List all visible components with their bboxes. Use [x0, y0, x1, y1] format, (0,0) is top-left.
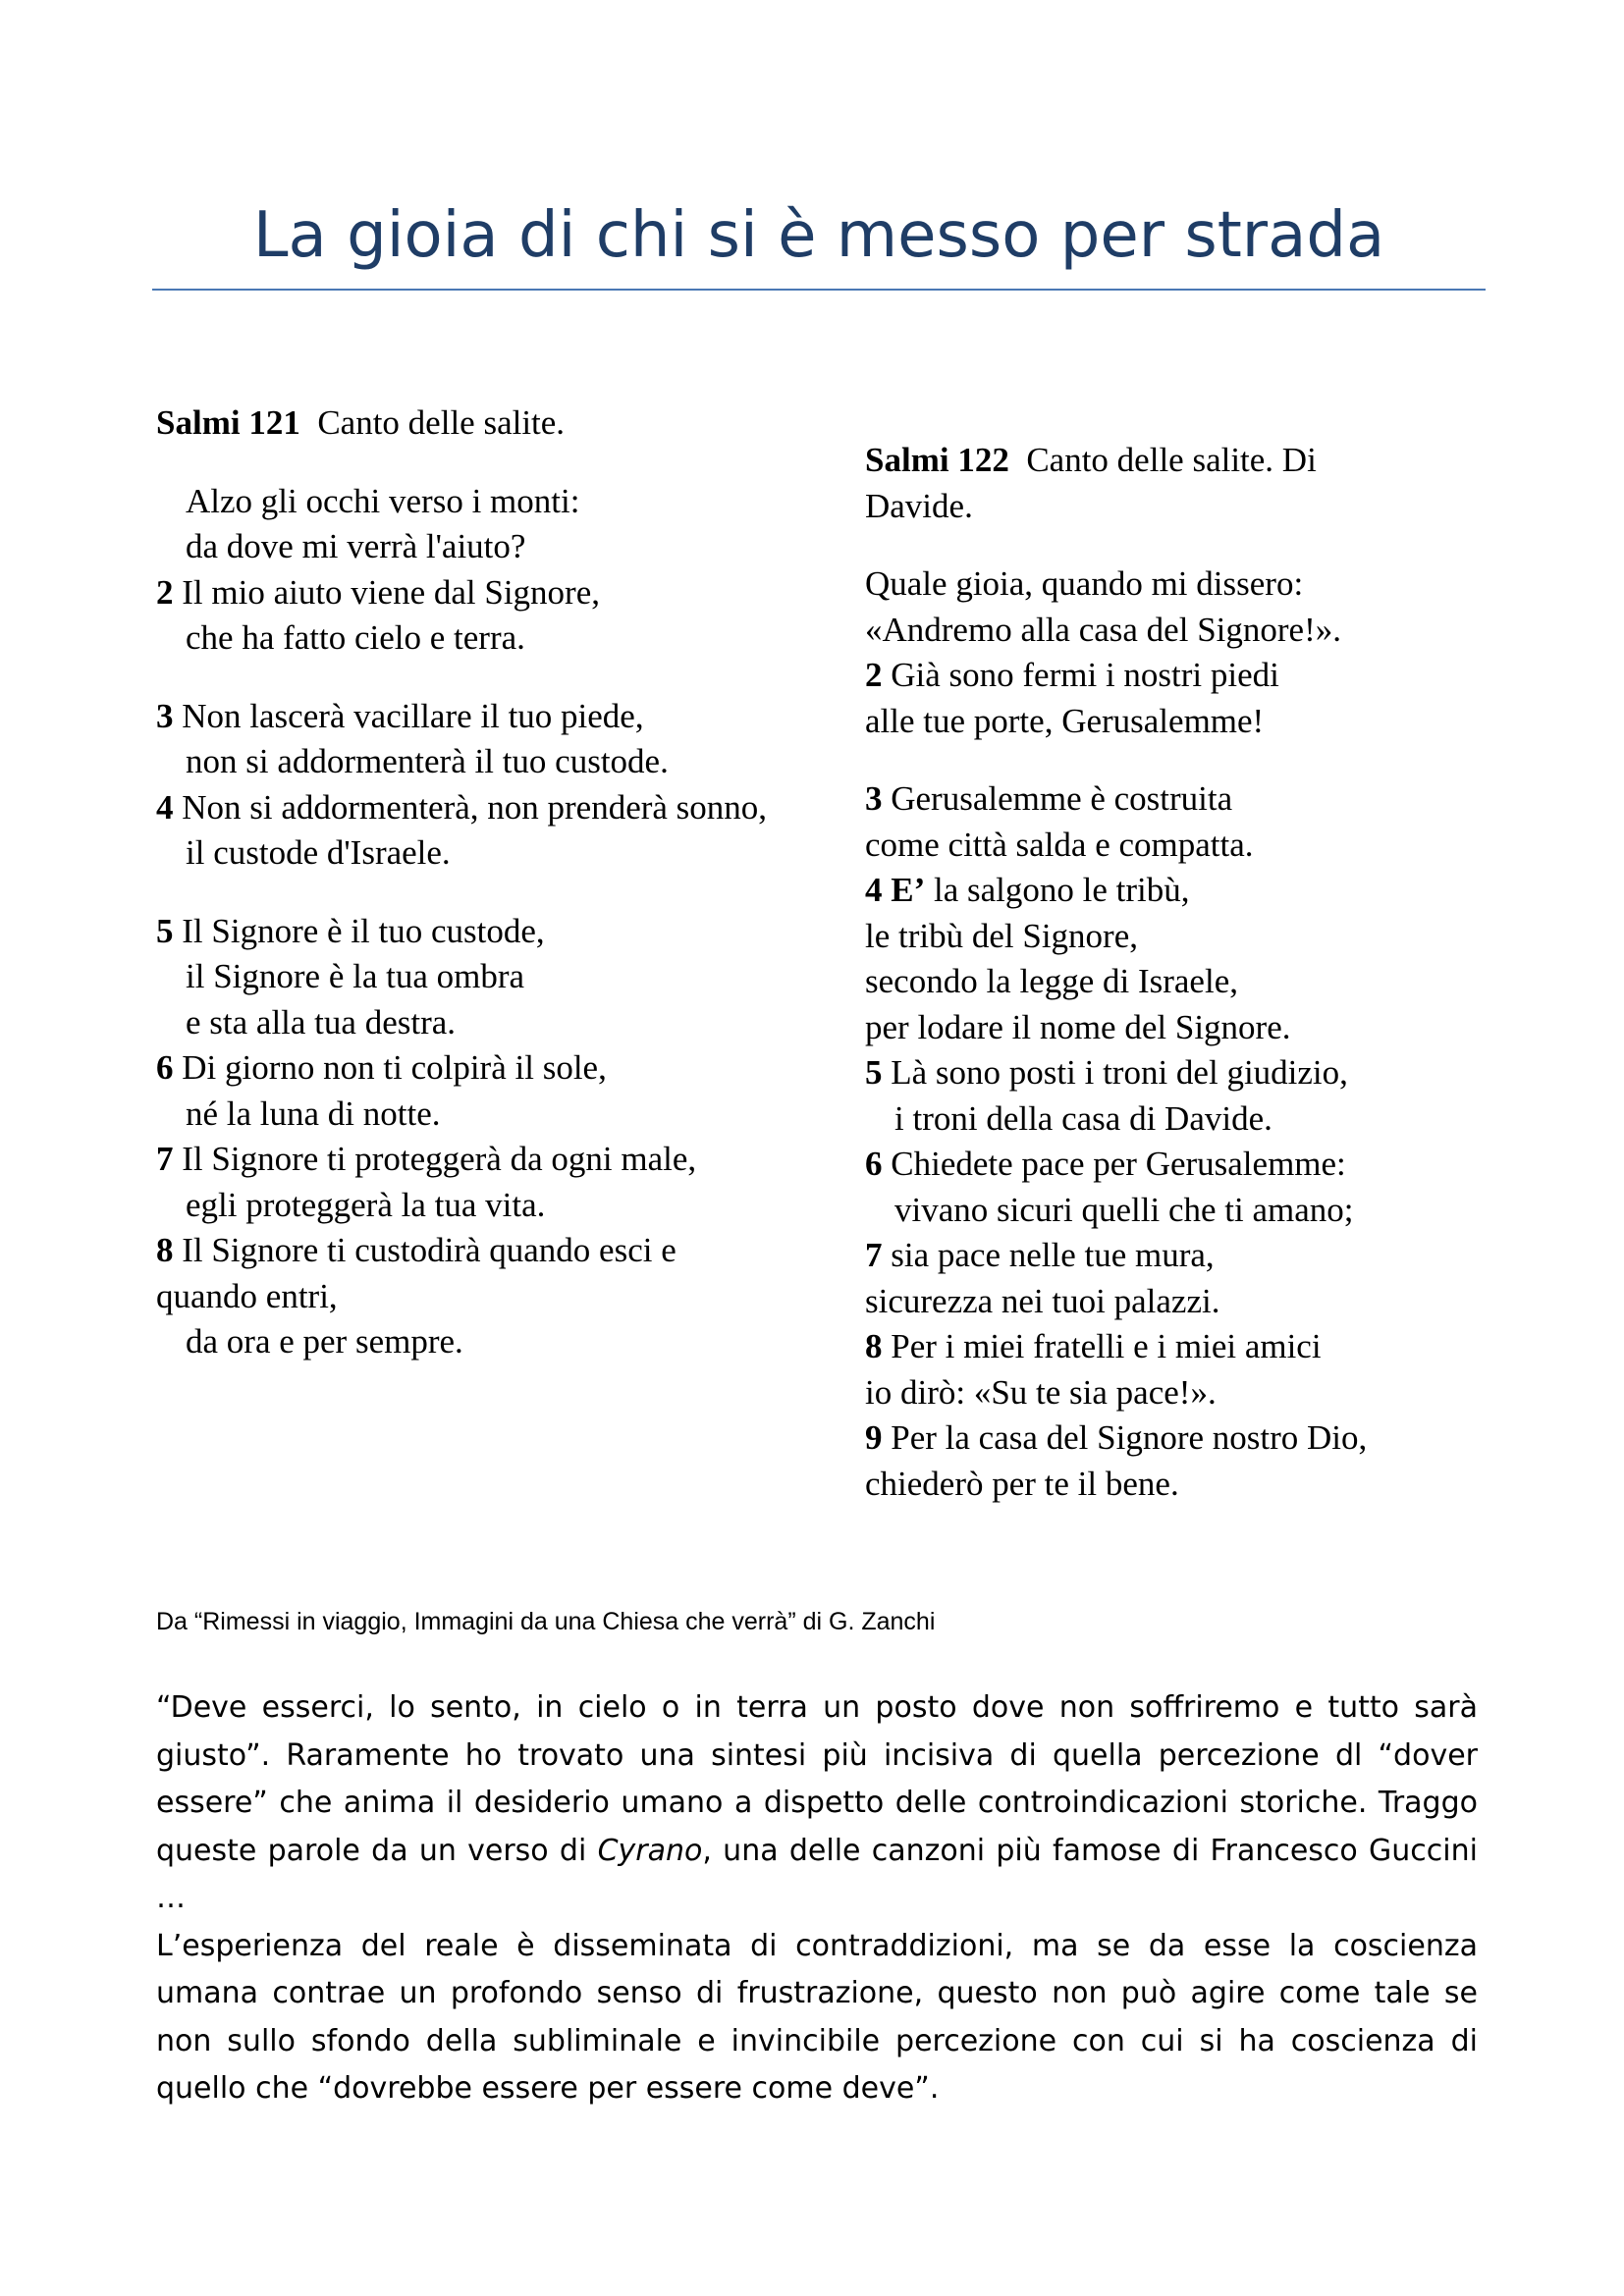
psalm-122-stanza-1: [865, 561, 1493, 744]
verse-text: Là sono posti i troni del giudizio,: [891, 1053, 1348, 1092]
verse-number: 4 E’: [865, 871, 926, 909]
psalm-121-stanza-1: [156, 479, 785, 662]
verse-line: [156, 1000, 785, 1046]
verse-number: 8: [865, 1327, 883, 1365]
verse-text: Per i miei fratelli e i miei amici: [891, 1327, 1322, 1365]
verse-line: [156, 615, 785, 662]
verse-text: Di giorno non ti colpirà il sole,: [182, 1048, 607, 1087]
verse-text: Già sono fermi i nostri piedi: [891, 656, 1279, 694]
verse-line: [156, 739, 785, 785]
verse-line: [156, 1137, 785, 1183]
verse-text: sicurezza nei tuoi palazzi.: [865, 1281, 1220, 1320]
verse-text: Non si addormenterà, non prenderà sonno,: [182, 787, 768, 827]
verse-line: [156, 570, 785, 616]
verse-text: né la luna di notte.: [186, 1094, 441, 1133]
commentary-text-run: , una delle canzoni più famose di Francesco Guccini …: [156, 1833, 1478, 1915]
title-underline: [152, 289, 1486, 291]
psalm-121-subtitle: Canto delle salite.: [317, 403, 566, 442]
verse-number: 5: [865, 1053, 883, 1092]
verse-text: sia pace nelle tue mura,: [891, 1236, 1215, 1274]
verse-line: [865, 868, 1493, 914]
verse-text: Il Signore è il tuo custode,: [182, 911, 545, 950]
verse-line: [156, 1228, 785, 1319]
psalm-122-column: [865, 438, 1493, 1539]
verse-line: [156, 830, 785, 877]
verse-line: [865, 1462, 1493, 1508]
verse-text: Chiedete pace per Gerusalemme:: [891, 1145, 1346, 1183]
verse-text: per lodare il nome del Signore.: [865, 1007, 1291, 1046]
verse-line: [156, 1045, 785, 1092]
verse-number: 2: [865, 656, 883, 694]
verse-line: [865, 608, 1493, 654]
verse-line: [865, 699, 1493, 745]
verse-text: Quale gioia, quando mi dissero:: [865, 564, 1304, 603]
verse-number: 7: [156, 1140, 174, 1178]
verse-line: [156, 785, 785, 831]
verse-text: secondo la legge di Israele,: [865, 962, 1238, 1000]
verse-number: 3: [865, 779, 883, 818]
verse-text: Il mio aiuto viene dal Signore,: [182, 572, 600, 612]
verse-line: [865, 1415, 1493, 1462]
commentary-paragraph-2: L’esperienza del reale è disseminata di contraddizioni, ma se da esse la coscienza umana contrae un profondo senso di frustrazione, questo non può agire come tale se non sullo sfondo della subliminale e invincibile percezione con cui si ha coscienza di quello che “dovrebbe essere per essere come deve”.: [156, 1928, 1478, 2106]
verse-line: [865, 914, 1493, 960]
psalm-122-heading: [865, 438, 1493, 529]
verse-number: 9: [865, 1418, 883, 1457]
verse-text: i troni della casa di Davide.: [894, 1098, 1272, 1138]
verse-line: [156, 1319, 785, 1365]
verse-text: Il Signore ti custodirà quando esci e quando entri,: [156, 1231, 677, 1315]
verse-number: 4: [156, 787, 174, 827]
verse-text: Gerusalemme è costruita: [891, 779, 1233, 818]
verse-line: [865, 1324, 1493, 1370]
verse-number: 5: [156, 911, 174, 950]
verse-text: egli proteggerà la tua vita.: [186, 1185, 546, 1224]
verse-text: «Andremo alla casa del Signore!».: [865, 610, 1341, 649]
verse-line: [156, 524, 785, 570]
psalm-122-stanza-2: [865, 776, 1493, 1507]
verse-line: [865, 1096, 1493, 1143]
psalm-121-stanza-3: [156, 909, 785, 1365]
verse-text: e sta alla tua destra.: [186, 1002, 457, 1041]
verse-number: 6: [156, 1048, 174, 1087]
verse-line: [865, 1050, 1493, 1096]
verse-line: [865, 1370, 1493, 1416]
verse-line: [156, 954, 785, 1000]
verse-text: Alzo gli occhi verso i monti:: [186, 481, 580, 520]
verse-line: [865, 1279, 1493, 1325]
verse-text: le tribù del Signore,: [865, 916, 1139, 955]
verse-line: [156, 1092, 785, 1138]
psalm-122-label: Salmi 122: [865, 441, 1009, 479]
page-title: La gioia di chi si è messo per strada: [252, 199, 1385, 272]
verse-text: che ha fatto cielo e terra.: [186, 618, 525, 657]
psalm-121-stanza-2: [156, 694, 785, 877]
verse-text: alle tue porte, Gerusalemme!: [865, 701, 1265, 740]
psalm-121-heading: [156, 400, 785, 447]
verse-number: 6: [865, 1145, 883, 1183]
psalm-122-subtitle: Canto delle salite. Di Davide.: [865, 441, 1317, 525]
verse-line: [865, 1233, 1493, 1279]
source-citation: Da “Rimessi in viaggio, Immagini da una Chiesa che verrà” di G. Zanchi: [156, 1608, 936, 1635]
commentary-text: [156, 1684, 1478, 2113]
verse-text: vivano sicuri quelli che ti amano;: [894, 1190, 1354, 1229]
verse-text: il Signore è la tua ombra: [186, 957, 525, 995]
verse-line: [865, 776, 1493, 823]
verse-text: come città salda e compatta.: [865, 825, 1254, 864]
verse-line: [865, 1188, 1493, 1234]
verse-line: [865, 561, 1493, 608]
verse-text: Non lascerà vacillare il tuo piede,: [182, 696, 644, 735]
verse-text: non si addormenterà il tuo custode.: [186, 742, 669, 780]
verse-line: [865, 959, 1493, 1005]
verse-line: [865, 653, 1493, 699]
psalm-121-column: [156, 400, 785, 1398]
verse-number: 7: [865, 1236, 883, 1274]
commentary-paragraph-1: [156, 1684, 1478, 1923]
commentary-text-run: “Deve esserci, lo sento, in cielo o in terra un posto dove non soffriremo e tutto sarà giusto”. Raramente ho trovato una sintesi più incisiva di quella percezione dl “dover essere” che anima il desiderio umano a dispetto delle controindicazioni storiche. Traggo queste parole da un verso di: [156, 1690, 1478, 1868]
verse-text: da ora e per sempre.: [186, 1322, 463, 1361]
verse-text: la salgono le tribù,: [934, 871, 1190, 909]
verse-number: 3: [156, 696, 174, 735]
verse-number: 2: [156, 572, 174, 612]
verse-line: [865, 1005, 1493, 1051]
verse-line: [156, 479, 785, 525]
psalm-121-label: Salmi 121: [156, 403, 300, 442]
verse-line: [865, 1142, 1493, 1188]
verse-text: Per la casa del Signore nostro Dio,: [891, 1418, 1368, 1457]
verse-line: [156, 1183, 785, 1229]
verse-text: chiederò per te il bene.: [865, 1464, 1179, 1503]
song-title-italic: Cyrano: [597, 1833, 703, 1868]
verse-text: Il Signore ti proteggerà da ogni male,: [182, 1140, 697, 1178]
verse-text: io dirò: «Su te sia pace!».: [865, 1372, 1217, 1412]
verse-line: [156, 909, 785, 955]
verse-line: [156, 694, 785, 740]
verse-text: il custode d'Israele.: [186, 833, 451, 872]
verse-number: 8: [156, 1231, 174, 1269]
verse-line: [865, 823, 1493, 869]
verse-text: da dove mi verrà l'aiuto?: [186, 527, 526, 565]
